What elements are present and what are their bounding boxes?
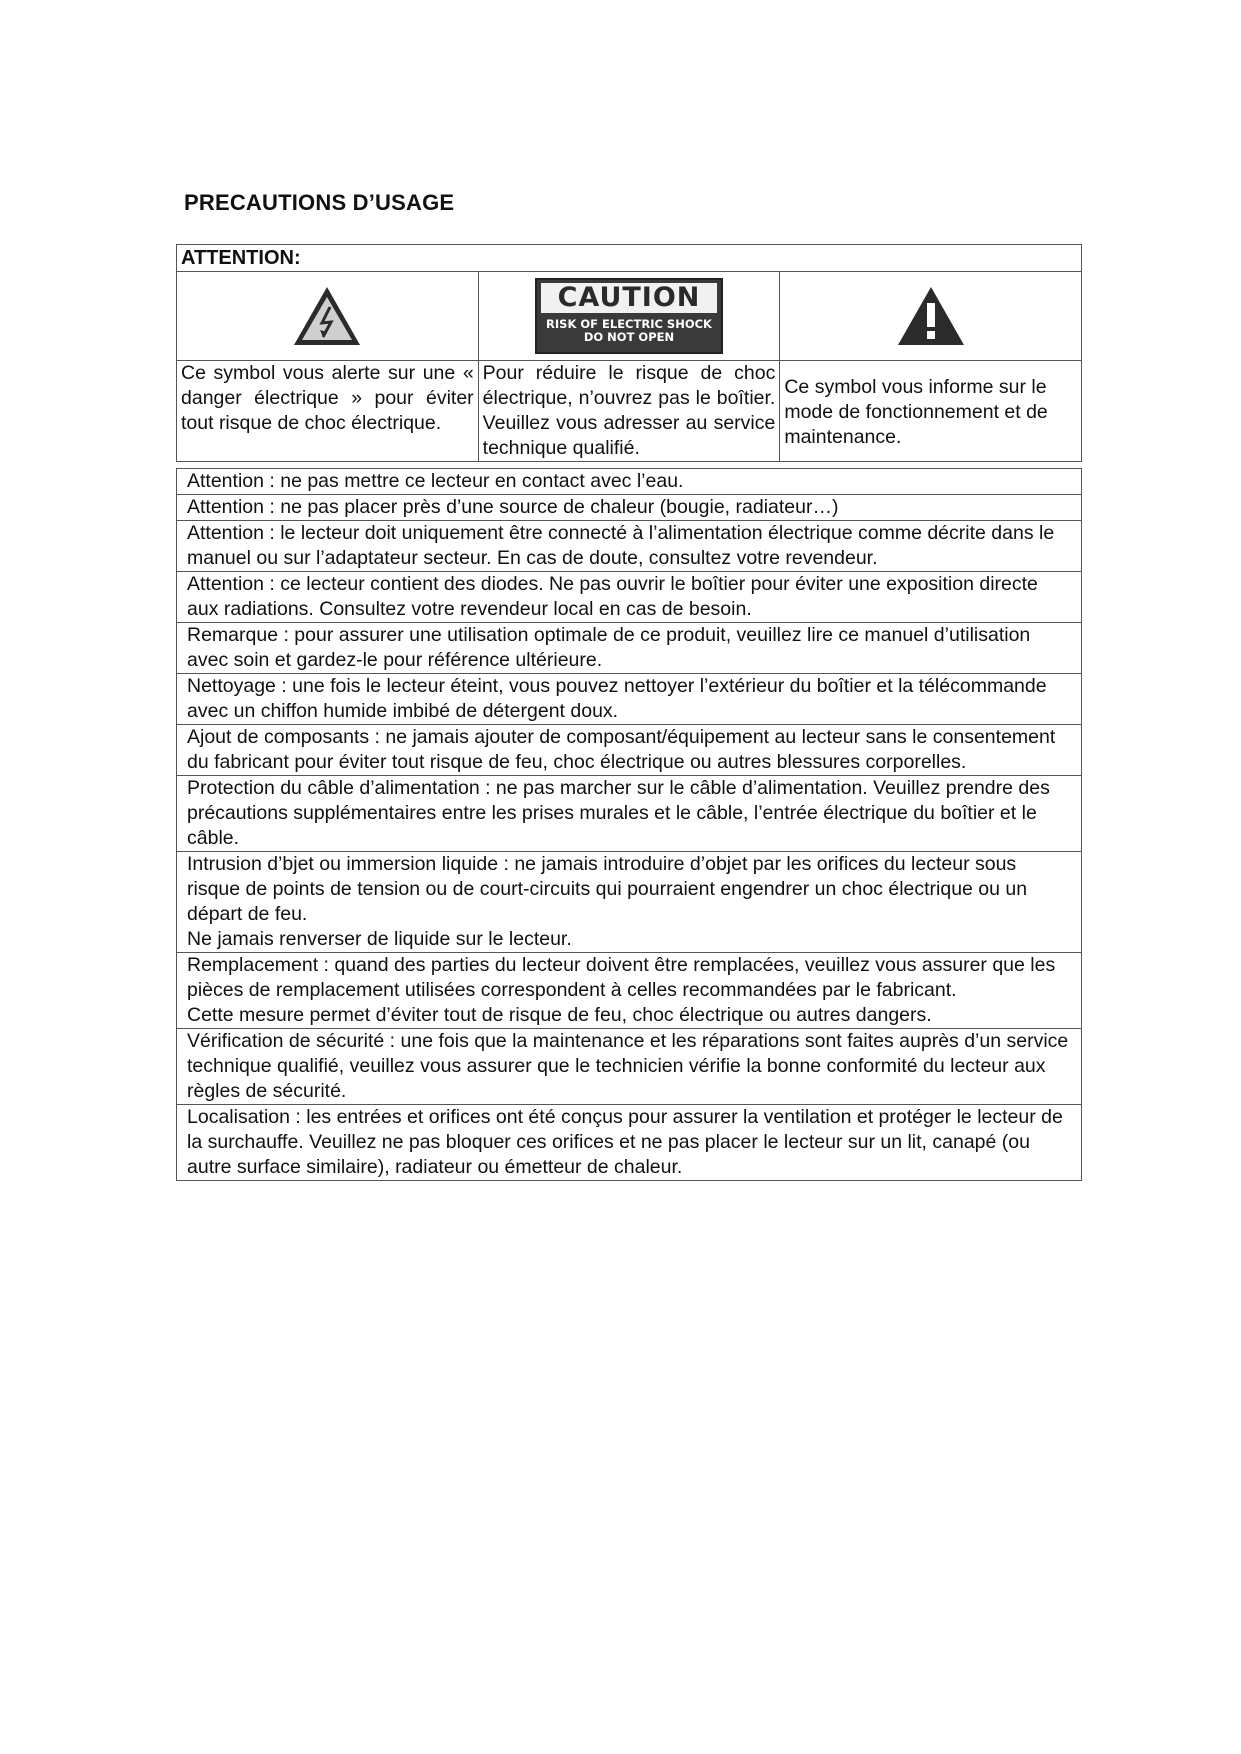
symbol-text-caution: Pour réduire le risque de choc électrique, n’ouvrez pas le boîtier. Veuillez vous adresser au service technique qualifié. [482,362,776,459]
symbol-column-exclamation [779,272,1081,461]
note-paragraph: Cette mesure permet d’éviter tout de risque de feu, choc électrique ou autres dangers. [187,1004,932,1026]
note-paragraph: Remarque : pour assurer une utilisation optimale de ce produit, veuillez lire ce manuel d’utilisation avec soin et gardez-le pour référence ultérieure. [187,624,1031,671]
note-paragraph: Remplacement : quand des parties du lecteur doivent être remplacées, veuillez vous assurer que les pièces de remplacement utilisées correspondent à celles recommandées par le fabricant. [187,954,1056,1001]
symbol-text-exclamation: Ce symbol vous informe sur le mode de fonctionnement et de maintenance. [784,376,1048,448]
caution-label-icon [535,278,723,354]
attention-symbol-table [176,244,1082,462]
symbol-cell-exclamation [780,272,1081,361]
note-paragraph: Nettoyage : une fois le lecteur éteint, vous pouvez nettoyer l’extérieur du boîtier et la télécommande avec un chiffon humide imbibé de détergent doux. [187,675,1047,722]
note-paragraph: Attention : ne pas placer près d’une source de chaleur (bougie, radiateur…) [187,496,839,518]
exclamation-warning-icon [896,285,966,347]
note-paragraph: Attention : le lecteur doit uniquement être connecté à l’alimentation électrique comme décrite dans le manuel ou sur l’adaptateur secteur. En cas de doute, consultez votre revendeur. [187,522,1055,569]
note-paragraph: Attention : ce lecteur contient des diodes. Ne pas ouvrir le boîtier pour éviter une exposition directe aux radiations. Consultez votre revendeur local en cas de besoin. [187,573,1038,620]
caution-subtext-line2: DO NOT OPEN [583,330,675,344]
attention-header: ATTENTION: [177,245,1081,272]
note-row [177,1104,1081,1180]
note-paragraph: Attention : ne pas mettre ce lecteur en contact avec l’eau. [187,470,684,492]
page-title: PRECAUTIONS D’USAGE [184,190,455,215]
note-paragraph: Ajout de composants : ne jamais ajouter de composant/équipement au lecteur sans le consentement du fabricant pour éviter tout risque de feu, choc électrique ou autres blessures corporelles. [187,726,1056,773]
note-paragraph: Localisation : les entrées et orifices ont été conçus pour assurer la ventilation et protéger le lecteur de la surchauffe. Veuillez ne pas bloquer ces orifices et ne pas placer le lecteur sur un lit, canapé (ou autre surface similaire), radiateur ou émetteur de chaleur. [187,1106,1063,1178]
note-paragraph: Ne jamais renverser de liquide sur le lecteur. [187,928,572,950]
electric-shock-warning-icon [292,285,362,347]
symbol-cell-caution [479,272,780,361]
note-paragraph: Protection du câble d’alimentation : ne pas marcher sur le câble d’alimentation. Veuillez prendre des précautions supplémentaires entre les prises murales et le câble, l’entrée électrique du boîtier et le câble. [187,777,1050,849]
note-row [177,622,1081,673]
note-row [177,851,1081,952]
note-row [177,724,1081,775]
note-row [177,1028,1081,1104]
note-paragraph: Intrusion d’bjet ou immersion liquide : ne jamais introduire d’objet par les orifices du lecteur sous risque de points de tension ou de court-circuits qui pourraient engendrer un choc électrique ou un départ de feu. [187,853,1028,925]
note-row [177,469,1081,494]
symbol-grid [177,272,1081,461]
precautions-notes-table [176,468,1082,1181]
symbol-cell-electric [177,272,478,361]
note-row [177,673,1081,724]
note-row [177,775,1081,851]
note-row [177,520,1081,571]
symbol-column-caution [478,272,780,461]
symbol-text-electric: Ce symbol vous alerte sur une « danger électrique » pour éviter tout risque de choc électrique. [181,362,474,434]
caution-subtext-line1: RISK OF ELECTRIC SHOCK [546,317,712,331]
note-row [177,494,1081,520]
symbol-column-electric [177,272,478,461]
note-paragraph: Vérification de sécurité : une fois que la maintenance et les réparations sont faites auprès d’un service technique qualifié, veuillez vous assurer que le technicien vérifie la bonne conformité du lecteur aux règles de sécurité. [187,1030,1069,1102]
caution-word: CAUTION [541,283,717,313]
note-row [177,952,1081,1028]
note-row [177,571,1081,622]
